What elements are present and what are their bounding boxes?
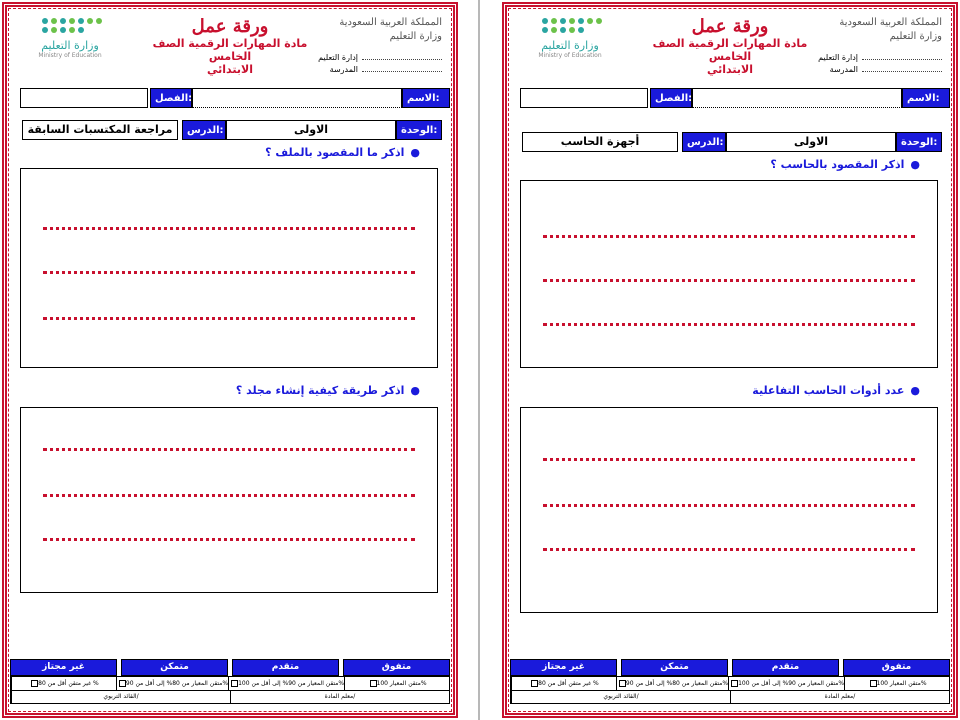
admin-label: إدارة التعليم: [318, 53, 358, 62]
grade-headers: [510, 659, 950, 676]
answer-box-2[interactable]: [20, 407, 438, 593]
lesson-label: الدرس:: [682, 132, 726, 152]
ministry-logo: [522, 18, 612, 78]
answer-line: [43, 494, 415, 497]
answer-line: [543, 279, 915, 282]
admin-lines: [812, 52, 942, 76]
kingdom-name: المملكة العربية السعودية: [839, 17, 942, 28]
bullet-icon: ●: [410, 146, 420, 159]
grade-header-advanced: متقدم: [732, 659, 839, 676]
class-label: الفصل:: [150, 88, 192, 108]
grade-criterion[interactable]: غير متقن أقل من 80 %: [11, 677, 116, 690]
answer-line: [43, 317, 415, 320]
checkbox-icon[interactable]: [370, 680, 377, 687]
answer-box-1[interactable]: [520, 180, 938, 368]
crest-ministry: وزارة التعليم: [389, 31, 442, 42]
crest-ministry: وزارة التعليم: [889, 31, 942, 42]
kingdom-name: المملكة العربية السعودية: [339, 17, 442, 28]
lesson-value: أجهزة الحاسب: [522, 132, 678, 152]
lesson-label: الدرس:: [182, 120, 226, 140]
ministry-logo: [22, 18, 112, 78]
school-label: المدرسة: [329, 65, 358, 74]
unit-value: الاولى: [226, 120, 396, 140]
unit-row: [18, 120, 442, 140]
grade-header-not-passed: غير مجتاز: [10, 659, 117, 676]
worksheet-title: ورقة عمل: [191, 16, 269, 37]
admin-field[interactable]: [362, 59, 442, 60]
class-label: الفصل:: [650, 88, 692, 108]
name-row: [10, 88, 450, 108]
ministry-name-ar: وزارة التعليم: [541, 39, 599, 52]
grade-header-proficient: متمكن: [121, 659, 228, 676]
ministry-name-ar: وزارة التعليم: [41, 39, 99, 52]
answer-line: [43, 227, 415, 230]
worksheet-page-right: [500, 0, 960, 720]
grade-table: [510, 659, 950, 704]
answer-line: [43, 538, 415, 541]
subject-line: مادة المهارات الرقمية الصف الخامس: [652, 37, 808, 63]
grade-criteria: [510, 676, 950, 691]
answer-line: [543, 235, 915, 238]
school-label: المدرسة: [829, 65, 858, 74]
kingdom-crest: [332, 16, 442, 52]
grade-criterion[interactable]: غير متقن أقل من 80 %: [511, 677, 616, 690]
question-1-text: اذكر ما المقصود بالملف ؟: [265, 146, 405, 159]
grade-footer: [10, 691, 450, 704]
name-label: الاسم:: [902, 88, 950, 108]
question-1: [40, 146, 420, 159]
school-field[interactable]: [862, 71, 942, 72]
bullet-icon: ●: [910, 384, 920, 397]
class-field[interactable]: [520, 88, 648, 108]
admin-field[interactable]: [862, 59, 942, 60]
unit-value: الاولى: [726, 132, 896, 152]
teacher-signature[interactable]: معلم المادة/: [730, 691, 949, 703]
school-field[interactable]: [362, 71, 442, 72]
page-divider: [478, 0, 480, 720]
grade-header-not-passed: غير مجتاز: [510, 659, 617, 676]
unit-row: [518, 132, 942, 152]
grade-header-excellent: متفوق: [343, 659, 450, 676]
question-1-text: اذكر المقصود بالحاسب ؟: [770, 158, 905, 171]
name-field[interactable]: [692, 88, 902, 108]
answer-line: [543, 548, 915, 551]
grade-criterion[interactable]: متقن المعيار 100%: [844, 677, 949, 690]
grade-criterion[interactable]: متقن المعيار من 80% إلى أقل من 90%: [616, 677, 728, 690]
grade-criterion[interactable]: متقن المعيار من 90% إلى أقل من 100%: [228, 677, 344, 690]
question-2: [40, 384, 420, 397]
title-block: [130, 16, 330, 76]
kingdom-crest: [832, 16, 942, 52]
grade-table: [10, 659, 450, 704]
title-block: [630, 16, 830, 76]
worksheet-title: ورقة عمل: [691, 16, 769, 37]
grade-criteria: [10, 676, 450, 691]
name-label: الاسم:: [402, 88, 450, 108]
answer-line: [543, 458, 915, 461]
bullet-icon: ●: [910, 158, 920, 171]
grade-criterion[interactable]: متقن المعيار 100%: [344, 677, 449, 690]
grade-criterion[interactable]: متقن المعيار من 90% إلى أقل من 100%: [728, 677, 844, 690]
question-2: [540, 384, 920, 397]
bullet-icon: ●: [410, 384, 420, 397]
checkbox-icon[interactable]: [119, 680, 126, 687]
name-field[interactable]: [192, 88, 402, 108]
class-field[interactable]: [20, 88, 148, 108]
answer-box-2[interactable]: [520, 407, 938, 613]
lesson-value: مراجعة المكتسبات السابقة: [22, 120, 178, 140]
worksheet-page-left: [0, 0, 460, 720]
subject-line: مادة المهارات الرقمية الصف الخامس: [152, 37, 308, 63]
question-1: [540, 158, 920, 171]
answer-box-1[interactable]: [20, 168, 438, 368]
grade-footer: [510, 691, 950, 704]
grade-header-advanced: متقدم: [232, 659, 339, 676]
question-2-text: عدد أدوات الحاسب التفاعلية: [752, 384, 905, 397]
ministry-name-en: Ministry of Education: [538, 52, 602, 59]
checkbox-icon[interactable]: [870, 680, 877, 687]
answer-line: [543, 504, 915, 507]
unit-label: الوحدة:: [896, 132, 942, 152]
admin-lines: [312, 52, 442, 76]
leader-signature[interactable]: القائد التربوي/: [511, 691, 730, 703]
question-2-text: اذكر طريقة كيفية إنشاء مجلد ؟: [235, 384, 405, 397]
name-row: [510, 88, 950, 108]
leader-signature[interactable]: القائد التربوي/: [11, 691, 230, 703]
level-line: الابتدائي: [207, 63, 253, 76]
answer-line: [43, 271, 415, 274]
grade-header-proficient: متمكن: [621, 659, 728, 676]
answer-line: [543, 323, 915, 326]
teacher-signature[interactable]: معلم المادة/: [230, 691, 449, 703]
grade-criterion[interactable]: متقن المعيار من 80% إلى أقل من 90%: [116, 677, 228, 690]
ministry-name-en: Ministry of Education: [38, 52, 102, 59]
unit-label: الوحدة:: [396, 120, 442, 140]
grade-headers: [10, 659, 450, 676]
checkbox-icon[interactable]: [619, 680, 626, 687]
answer-line: [43, 448, 415, 451]
grade-header-excellent: متفوق: [843, 659, 950, 676]
level-line: الابتدائي: [707, 63, 753, 76]
admin-label: إدارة التعليم: [818, 53, 858, 62]
